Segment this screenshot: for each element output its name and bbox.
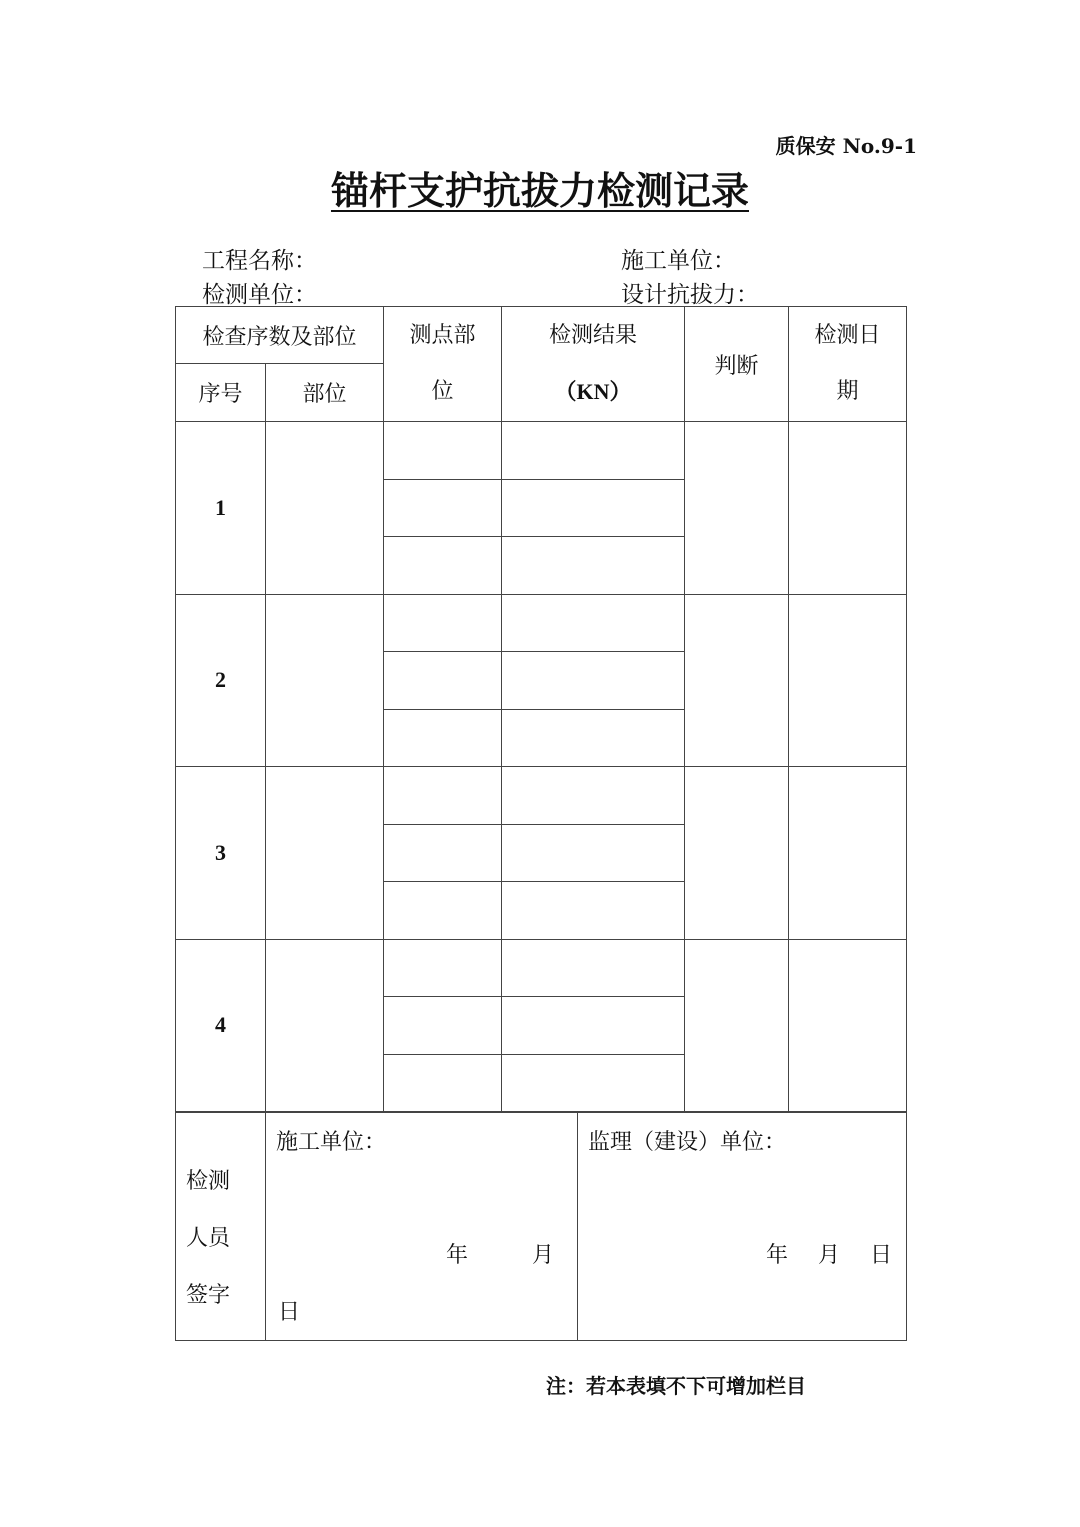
- point-cell[interactable]: [384, 422, 502, 480]
- point-cell[interactable]: [384, 882, 502, 940]
- document-title-text: 锚杆支护抗拔力检测记录: [330, 169, 749, 213]
- point-cell[interactable]: [384, 652, 502, 710]
- result-cell[interactable]: [502, 422, 685, 480]
- result-cell[interactable]: [502, 479, 685, 537]
- supervision-year-label: 年: [766, 1243, 789, 1268]
- result-cell[interactable]: [502, 997, 685, 1055]
- seq-cell: 1: [176, 422, 266, 595]
- date-cell[interactable]: [789, 422, 907, 595]
- result-cell[interactable]: [502, 652, 685, 710]
- design-pullout-label: 设计抗拔力：: [621, 282, 759, 308]
- supervision-day-label: 日: [870, 1243, 893, 1268]
- header-date-line2: 期: [836, 379, 859, 404]
- header-result-line2: （KN）: [554, 379, 632, 404]
- document-title: [0, 160, 1080, 215]
- testing-unit-label: 检测单位：: [202, 282, 317, 308]
- location-cell[interactable]: [266, 422, 384, 595]
- seq-cell: 3: [176, 767, 266, 940]
- seq-cell: 2: [176, 594, 266, 767]
- supervision-unit-signature-label: 监理（建设）单位：: [588, 1130, 787, 1155]
- result-cell[interactable]: [502, 882, 685, 940]
- date-cell[interactable]: [789, 594, 907, 767]
- signature-label-line1: 检测: [186, 1169, 231, 1194]
- inspection-table: [175, 306, 907, 1112]
- header-location: 部位: [266, 364, 384, 422]
- form-code: 质保安 No.9-1: [775, 134, 917, 158]
- result-cell[interactable]: [502, 537, 685, 595]
- point-cell[interactable]: [384, 824, 502, 882]
- header-date-line1: 检测日: [814, 323, 881, 348]
- point-cell[interactable]: [384, 767, 502, 825]
- construction-year-label: 年: [446, 1243, 469, 1268]
- judgement-cell[interactable]: [685, 422, 789, 595]
- construction-signature-cell[interactable]: [266, 1113, 578, 1341]
- result-cell[interactable]: [502, 1054, 685, 1112]
- construction-unit-label: 施工单位：: [621, 248, 736, 274]
- result-cell[interactable]: [502, 824, 685, 882]
- project-name-label: 工程名称：: [202, 248, 317, 274]
- point-cell[interactable]: [384, 709, 502, 767]
- header-point-line2: 位: [431, 379, 454, 404]
- judgement-cell[interactable]: [685, 939, 789, 1112]
- judgement-cell[interactable]: [685, 594, 789, 767]
- point-cell[interactable]: [384, 939, 502, 997]
- seq-cell: 4: [176, 939, 266, 1112]
- judgement-cell[interactable]: [685, 767, 789, 940]
- point-cell[interactable]: [384, 537, 502, 595]
- header-group: 检查序数及部位: [176, 307, 384, 364]
- result-cell[interactable]: [502, 594, 685, 652]
- signature-table: [175, 1112, 907, 1341]
- header-result-line1: 检测结果: [549, 323, 638, 348]
- header-point: [384, 307, 502, 422]
- point-cell[interactable]: [384, 479, 502, 537]
- supervision-signature-cell[interactable]: [578, 1113, 907, 1341]
- construction-day-label: 日: [278, 1300, 301, 1325]
- point-cell[interactable]: [384, 997, 502, 1055]
- result-cell[interactable]: [502, 767, 685, 825]
- header-seq: 序号: [176, 364, 266, 422]
- point-cell[interactable]: [384, 594, 502, 652]
- result-cell[interactable]: [502, 709, 685, 767]
- header-judgement: 判断: [685, 307, 789, 422]
- header-date: [789, 307, 907, 422]
- signature-label-cell: [176, 1113, 266, 1341]
- point-cell[interactable]: [384, 1054, 502, 1112]
- supervision-month-label: 月: [818, 1243, 841, 1268]
- date-cell[interactable]: [789, 939, 907, 1112]
- result-cell[interactable]: [502, 939, 685, 997]
- location-cell[interactable]: [266, 767, 384, 940]
- header-point-line1: 测点部: [409, 323, 476, 348]
- header-result: [502, 307, 685, 422]
- date-cell[interactable]: [789, 767, 907, 940]
- location-cell[interactable]: [266, 594, 384, 767]
- signature-label-line3: 签字: [186, 1283, 231, 1308]
- footnote: 注：若本表填不下可增加栏目: [546, 1374, 806, 1398]
- construction-unit-signature-label: 施工单位：: [276, 1130, 387, 1155]
- location-cell[interactable]: [266, 939, 384, 1112]
- construction-month-label: 月: [532, 1243, 555, 1268]
- signature-label-line2: 人员: [186, 1226, 231, 1251]
